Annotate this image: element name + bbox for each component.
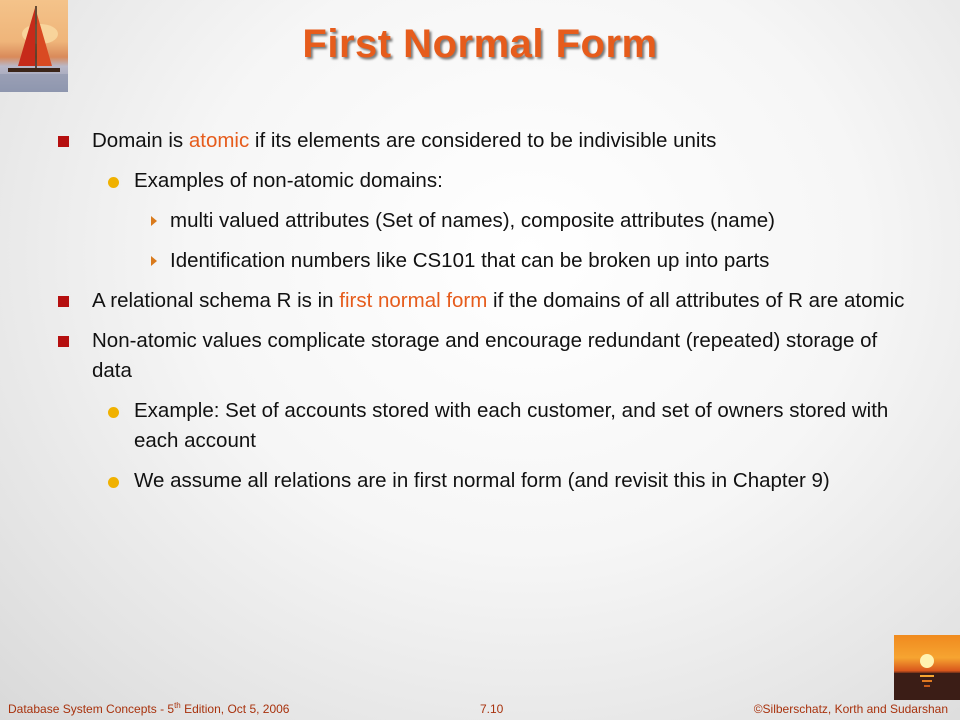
sunset-logo-icon — [894, 635, 960, 700]
bullet-text: Non-atomic values complicate storage and encourage redundant (repeated) storage of data — [92, 329, 878, 382]
square-bullet-icon — [58, 296, 69, 307]
square-bullet-icon — [58, 336, 69, 347]
bullet-atomic-domain — [56, 126, 916, 156]
footer-page-number: 7.10 — [480, 702, 504, 716]
bullet-text: Examples of non-atomic domains: — [134, 169, 443, 192]
highlight-term: atomic — [188, 129, 250, 152]
bullet-text: multi valued attributes (Set of names), composite attributes (name) — [170, 209, 776, 232]
slide-body — [56, 126, 916, 506]
bullet-multivalued — [56, 206, 916, 236]
bullet-text: Example: Set of accounts stored with each customer, and set of owners stored with each account — [134, 399, 889, 452]
arrow-bullet-icon — [151, 256, 157, 266]
bullet-assumption — [56, 466, 916, 496]
bullet-text: if the domains of all attributes of R are atomic — [487, 289, 905, 312]
bullet-text: Identification numbers like CS101 that can be broken up into parts — [170, 249, 770, 272]
bullet-non-atomic — [56, 326, 916, 386]
bullet-example-accounts — [56, 396, 916, 456]
circle-bullet-icon — [108, 407, 119, 418]
square-bullet-icon — [58, 136, 69, 147]
circle-bullet-icon — [108, 477, 119, 488]
footer-book-title: Database System Concepts - 5th Edition, Oct 5, 2006 — [8, 701, 290, 716]
footer — [0, 699, 960, 720]
highlight-term: first normal form — [339, 289, 488, 312]
bullet-examples — [56, 166, 916, 196]
bullet-identification — [56, 246, 916, 276]
bullet-text: A relational schema R is in — [92, 289, 340, 312]
bullet-text: if its elements are considered to be indivisible units — [249, 129, 717, 152]
bullet-first-normal-form — [56, 286, 916, 316]
footer-copyright: ©Silberschatz, Korth and Sudarshan — [753, 702, 948, 716]
bullet-text: We assume all relations are in first normal form (and revisit this in Chapter 9) — [134, 469, 830, 492]
page-title: First Normal Form — [302, 22, 658, 66]
bullet-text: Domain is — [92, 129, 189, 152]
arrow-bullet-icon — [151, 216, 157, 226]
circle-bullet-icon — [108, 177, 119, 188]
